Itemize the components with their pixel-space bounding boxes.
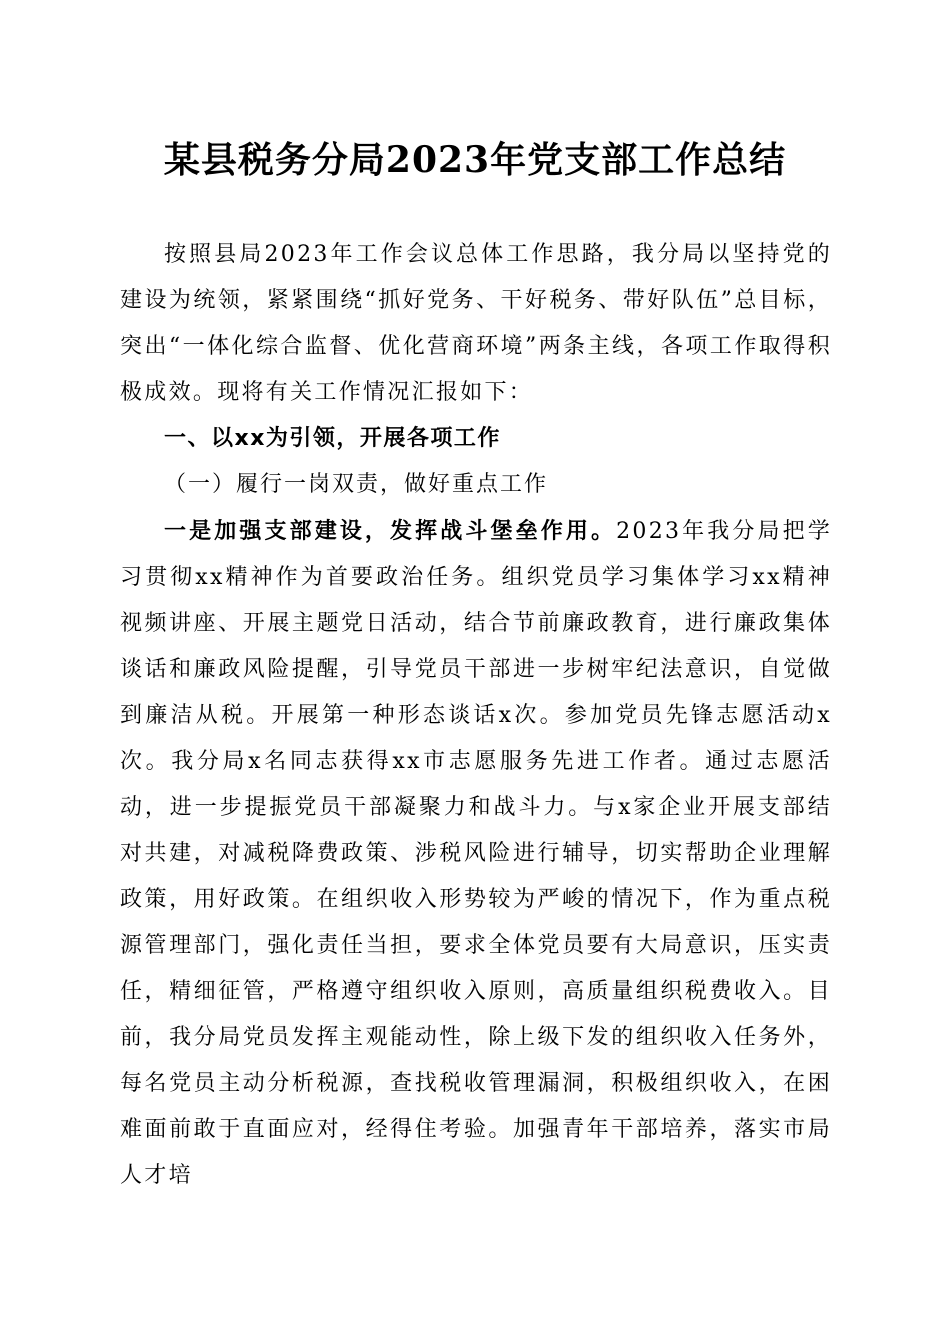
paragraph-lead: 一是加强支部建设，发挥战斗堡垒作用。 (164, 518, 617, 544)
subsection-heading: （一）履行一岗双责，做好重点工作 (164, 472, 549, 497)
paragraph-body: 2023年我分局把学习贯彻xx精神作为首要政治任务。组织党员学习集体学习xx精神视频讲座、开展主题党日活动，结合节前廉政教育，进行廉政集体谈话和廉政风险提醒，引导党员干部进一步树牢纪法意识，自觉做到廉洁从税。开展第一种形态谈话x次。参加党员先锋志愿活动x次。我分局x名同志获得xx市志愿服务先进工作者。通过志愿活动，进一步提振党员干部凝聚力和战斗力。与x家企业开展支部结对共建，对减税降费政策、涉税风险进行辅导，切实帮助企业理解政策，用好政策。在组织收入形势较为严峻的情况下，作为重点税源管理部门，强化责任当担，要求全体党员要有大局意识，压实责任，精细征管，严格遵守组织收入原则，高质量组织税费收入。目前，我分局党员发挥主观能动性，除上级下发的组织收入任务外，每名党员主动分析税源，查找税收管理漏洞，积极组织收入，在困难面前敢于直面应对，经得住考验。加强青年干部培养，落实市局人才培 (120, 519, 832, 1188)
intro-paragraph: 按照县局2023年工作会议总体工作思路，我分局以坚持党的建设为统领，紧紧围绕“抓好党务、干好税务、带好队伍”总目标，突出“一体化综合监督、优化营商环境”两条主线，各项工作取得积极成效。现将有关工作情况汇报如下： (120, 242, 832, 405)
section-heading: 一、以xx为引领，开展各项工作 (164, 426, 501, 451)
document-body (120, 232, 832, 1199)
document-title: 某县税务分局2023年党支部工作总结 (163, 139, 787, 181)
body-paragraph (120, 508, 832, 1199)
